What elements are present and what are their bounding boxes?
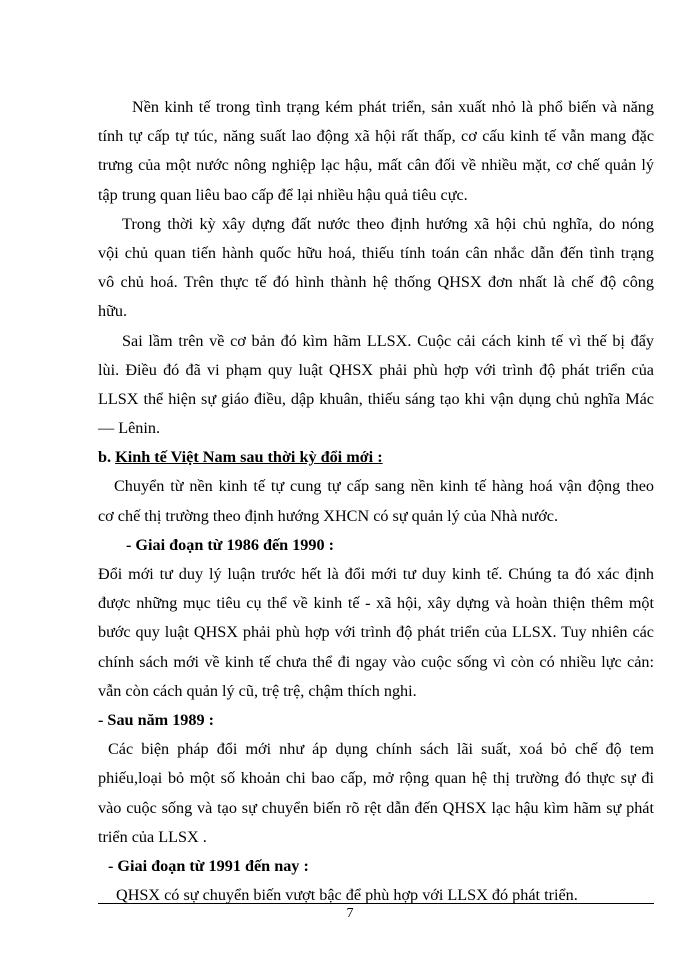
text-line: hữu. [98, 302, 128, 321]
paragraph-mistakes [98, 327, 654, 444]
text-line: trưng của một nước nông nghiệp lạc hậu, mất cân đối về nhiều mặt, cơ chế quản lý [98, 156, 654, 175]
text-line: vào cuộc sống và tạo sự chuyển biến rõ rệt dẫn đến QHSX lạc hậu kìm hãm sự phát [98, 798, 654, 817]
paragraph-renovation-measures [98, 735, 654, 852]
text-line: — Lênin. [98, 419, 161, 438]
paragraph-renovation-thinking [98, 560, 654, 706]
text-line: tập trung quan liêu bao cấp để lại nhiều hậu quả tiêu cực. [98, 185, 468, 204]
section-title: Kinh tế Việt Nam sau thời kỳ đổi mới : [115, 448, 383, 467]
text-line: Trong thời kỳ xây dựng đất nước theo định hướng xã hội chủ nghĩa, do nóng [122, 214, 654, 233]
text-line: Đổi mới tư duy lý luận trước hết là đổi mới tư duy kinh tế. Chúng ta đó xác định [98, 565, 654, 583]
text-line: tính tự cấp tự túc, năng suất lao động xã hội rất thấp, cơ cấu kinh tế vẫn mang đặc [98, 127, 654, 146]
text-line: Các biện pháp đổi mới như áp dụng chính sách lãi suất, xoá bỏ chế độ tem [108, 740, 654, 759]
paragraph-socialist-construction [98, 210, 654, 327]
text-line: Nền kinh tế trong tình trạng kém phát triển, sản xuất nhỏ là phổ biến và năng [132, 98, 654, 116]
paragraph-market-transition [98, 472, 654, 530]
paragraph-breakthrough: QHSX có sự chuyển biến vượt bậc để phù hợp với LLSX đó phát triển. [116, 886, 578, 905]
text-line: bước quy luật QHSX phải phù hợp với trình độ phát triển của LLSX. Tuy nhiên các [98, 623, 654, 642]
page-number: 7 [346, 906, 354, 921]
text-line: vô chủ hoá. Trên thực tế đó hình thành hệ thống QHSX đơn nhất là chế độ công [98, 273, 654, 292]
paragraph-economy-underdeveloped [98, 93, 654, 210]
section-heading-b [98, 443, 654, 472]
section-label: b. [98, 448, 116, 467]
text-line: được những mục tiêu cụ thể về kinh tế - xã hội, xây dựng và hoàn thiện thêm một [98, 594, 654, 613]
heading-period-1986-1990: - Giai đoạn từ 1986 đến 1990 : [126, 535, 335, 554]
page-content [98, 93, 654, 910]
heading-after-1989: - Sau năm 1989 : [98, 710, 215, 729]
text-line: lùi. Điều đó đã vi phạm quy luật QHSX phải phù hợp với trình độ phát triển của [98, 360, 654, 379]
text-line: phiếu,loại bỏ một số khoản chi bao cấp, mở rộng quan hệ thị trường đó thực sự đi [98, 769, 654, 788]
text-line: Chuyển từ nền kinh tế tự cung tự cấp sang nền kinh tế hàng hoá vận động theo [114, 477, 654, 496]
text-line: LLSX thể hiện sự giáo điều, dập khuân, thiếu sáng tạo khi vận dụng chủ nghĩa Mác [98, 389, 654, 408]
text-line: chính sách mới về kinh tế chưa thể đi ngay vào cuộc sống vì còn có nhiều lực cản: [98, 652, 654, 671]
text-line: cơ chế thị trường theo định hướng XHCN có sự quản lý của Nhà nước. [98, 506, 558, 525]
text-line: triển của LLSX . [98, 827, 207, 846]
heading-period-1991-present: - Giai đoạn từ 1991 đến nay : [108, 856, 309, 875]
text-line: vẫn còn cách quản lý cũ, trệ trệ, chậm thích nghi. [98, 681, 417, 700]
text-line: Sai lầm trên về cơ bản đó kìm hãm LLSX. Cuộc cải cách kinh tế vì thế bị đẩy [122, 331, 654, 350]
footer-divider [98, 903, 654, 904]
text-line: vội chủ quan tiến hành quốc hữu hoá, thiếu tính toán cân nhắc dẫn đến tình trạng [98, 243, 654, 262]
